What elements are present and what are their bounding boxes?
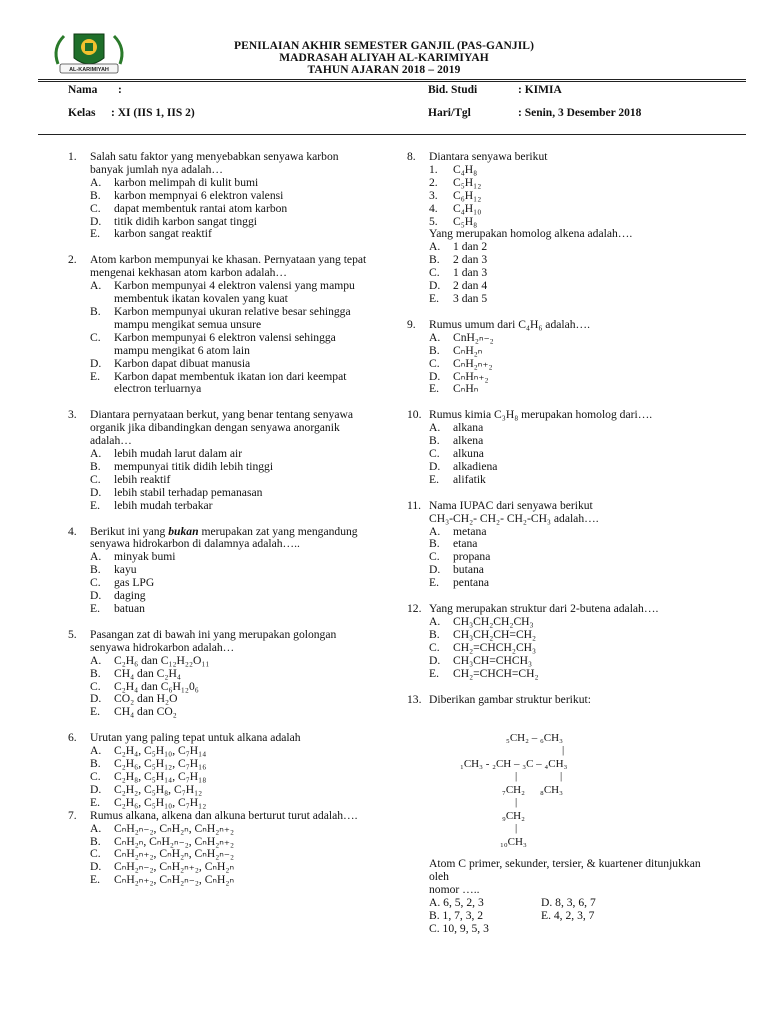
question-5: 5. Pasangan zat di bawah ini yang merupakan golongan senyawa hidrokarbon adalah… A. C₂H₆ dan C₁₂H₂₂O₁₁ B. CH₄ dan C₂H₄ C. C₂H₄ dan C₆H₁₂0₆ D. CO₂ dan H₂O E. CH₄ dan CO₂ <box>68 629 368 719</box>
bid-studi-value: : KIMIA <box>518 84 562 96</box>
kelas-value: : XI (IIS 1, IIS 2) <box>111 107 195 119</box>
option-13d[interactable]: D. 8, 3, 6, 7 <box>541 895 596 909</box>
option-8e[interactable]: E. 3 dan 5 <box>429 291 488 305</box>
option-8b[interactable]: B. 2 dan 3 <box>429 253 488 267</box>
option-8d[interactable]: D. 2 dan 4 <box>429 279 488 293</box>
option-3b[interactable]: B. mempunyai titik didih lebih tinggi <box>90 459 274 473</box>
option-4e[interactable]: E. batuan <box>90 602 145 615</box>
structure-bond: | <box>562 744 565 756</box>
option-5e[interactable]: E. CH₄ dan CO₂ <box>90 705 177 719</box>
option-6b[interactable]: B. C₂H₆, C₅H₁₂, C₇H₁₆ <box>90 757 207 771</box>
question-10: 10. Rumus kimia C₃H₈ merupakan homolog dari…. A. alkana B. alkena C. alkuna D. alkadiena E. alifatik <box>407 409 707 486</box>
option-5b[interactable]: B. CH₄ dan C₂H₄ <box>90 666 181 680</box>
question-13-answers: Atom C primer, sekunder, tersier, & kuartener ditunjukkan oleh nomor ….. A. 6, 5, 2, 3 D. 8, 3, 6, 7 B. 1, 7, 3, 2 E. 4, 2, 3, 7 C. 10, 9, 5, 3 <box>429 858 719 935</box>
header-divider-bottom <box>38 81 746 82</box>
option-9c[interactable]: C. CₙH₂ₙ₊₂ <box>429 356 493 370</box>
question-7: 7. Rumus alkana, alkena dan alkuna berturut turut adalah…. A. CₙH₂ₙ₋₂, CₙH₂ₙ, CₙH₂ₙ₊₂ B. CₙH₂ₙ, CₙH₂ₙ₋₂, CₙH₂ₙ₊₂ C. CₙH₂ₙ₊₂, CₙH₂ₙ, CₙH₂ₙ₋₂ D. CₙH₂ₙ₋₂, CₙH₂ₙ₊₂, CₙH₂ₙ E. CₙH₂ₙ₊₂, CₙH₂ₙ₋₂, CₙH₂ₙ <box>68 810 368 887</box>
question-6: 6. Urutan yang paling tepat untuk alkana adalah A. C₂H₄, C₅H₁₀, C₇H₁₄ B. C₂H₆, C₅H₁₂, C₇H₁₆ C. C₂H₈, C₅H₁₄, C₇H₁₈ D. C₂H₂, C₅H₈, C₇H₁₂ E. C₂H₆, C₅H₁₀, C₇H₁₂ <box>68 732 368 809</box>
option-11c[interactable]: C. propana <box>429 550 491 564</box>
logo-text: AL-KARIMIYAH <box>69 67 109 73</box>
question-12: 12. Yang merupakan struktur dari 2-butena adalah…. A. CH₃CH₂CH₂CH₃ B. CH₃CH₂CH=CH₂ C. CH₂=CHCH₂CH₃ D. CH₃CH=CHCH₃ E. CH₂=CHCH=CH₂ <box>407 603 707 680</box>
question-9: 9. Rumus umum dari C₄H₆ adalah…. A. CnH₂ₙ₋₂ B. CₙH₂ₙ C. CₙH₂ₙ₊₂ D. CₙHₙ₊₂ E. CₙHₙ <box>407 319 707 396</box>
structure-bond: | <box>515 770 518 782</box>
structure-bond: | <box>515 822 518 834</box>
option-7d[interactable]: D. CₙH₂ₙ₋₂, CₙH₂ₙ₊₂, CₙH₂ₙ <box>90 860 235 874</box>
compound-5: 5. C₅H₈ <box>429 214 478 228</box>
option-6c[interactable]: C. C₂H₈, C₅H₁₄, C₇H₁₈ <box>90 769 207 783</box>
option-4b[interactable]: B. kayu <box>90 563 137 577</box>
question-8: 8. Diantara senyawa berikut 1. C₄H₈ 2. C₅H₁₂ 3. C₆H₁₂ 4. C₄H₁₀ 5. C₅H₈ Yang merupakan homolog alkena adalah…. A. 1 dan 2 B. 2 dan 3 C. 1 dan 3 D. 2 dan 4 E. 3 dan 5 <box>407 151 707 306</box>
option-12c[interactable]: C. CH₂=CHCH₂CH₃ <box>429 640 537 654</box>
option-7a[interactable]: A. CₙH₂ₙ₋₂, CₙH₂ₙ, CₙH₂ₙ₊₂ <box>90 821 235 835</box>
option-10a[interactable]: A. alkana <box>429 421 484 435</box>
option-3c[interactable]: C. lebih reaktif <box>90 472 171 486</box>
option-13e[interactable]: E. 4, 2, 3, 7 <box>541 908 595 922</box>
structure-bond: | <box>560 770 563 782</box>
option-5a[interactable]: A. C₂H₆ dan C₁₂H₂₂O₁₁ <box>90 653 210 667</box>
question-1: 1. Salah satu faktor yang menyebabkan senyawa karbon banyak jumlah nya adalah… A. karbon melimpah di kulit bumi B. karbon mempnyai 6 elektron valensi C. dapat membentuk rantai atom karbon D. titik didih karbon sangat tinggi E. karbon sangat reaktif <box>68 151 368 241</box>
option-4d[interactable]: D. daging <box>90 589 146 603</box>
option-11b[interactable]: B. etana <box>429 537 478 551</box>
exam-title: PENILAIAN AKHIR SEMESTER GANJIL (PAS-GANJIL) <box>233 40 535 52</box>
option-1b[interactable]: B. karbon mempnyai 6 elektron valensi <box>90 188 284 202</box>
option-11e[interactable]: E. pentana <box>429 576 490 590</box>
hari-tgl-label: Hari/Tgl <box>428 107 471 119</box>
option-2b[interactable]: B. Karbon mempunyai ukuran relative besar sehingga mampu mengikat semua unsure <box>90 304 351 331</box>
option-10b[interactable]: B. alkena <box>429 434 484 448</box>
option-3e[interactable]: E. lebih mudah terbakar <box>90 498 213 512</box>
question-2: 2. Atom karbon mempunyai ke khasan. Pernyataan yang tepat mengenai kekhasan atom karbon adalah… A. Karbon mempunyai 4 elektron valensi yang mampu membentuk ikatan kovalen yang kuat B. Karbon mempunyai ukuran relative besar sehingga mampu mengikat semua unsure C. Karbon mempunyai 6 elektron valensi sehingga mampu mengikat 6 atom lain D. Karbon dapat dibuat manusia E. Karbon dapat membentuk ikatan ion dari keempat electron terluarnya <box>68 253 367 396</box>
option-8a[interactable]: A. 1 dan 2 <box>429 240 488 254</box>
question-3: 3. Diantara pernyataan berkut, yang benar tentang senyawa organik jika dibandingkan dengan senyawa anorganik adalah… A. lebih mudah larut dalam air B. mempunyai titik didih lebih tinggi C. lebih reaktif D. lebih stabil terhadap pemanasan E. lebih mudah terbakar <box>68 409 368 512</box>
option-7c[interactable]: C. CₙH₂ₙ₊₂, CₙH₂ₙ, CₙH₂ₙ₋₂ <box>90 847 235 861</box>
option-12d[interactable]: D. CH₃CH=CHCH₃ <box>429 653 533 667</box>
structure-top-branch: ₅CH₂ – ₆CH₃ <box>506 732 563 744</box>
question-11: 11. Nama IUPAC dari senyawa berikut CH₃-CH₂- CH₂- CH₂-CH₃ adalah…. A. metana B. etana C. propana D. butana E. pentana <box>407 500 707 590</box>
nama-field[interactable]: : <box>118 84 122 96</box>
structure-bond: | <box>515 796 518 808</box>
option-10d[interactable]: D. alkadiena <box>429 459 498 473</box>
compound-2: 2. C₅H₁₂ <box>429 175 482 189</box>
option-13c[interactable]: C. 10, 9, 5, 3 <box>429 921 489 935</box>
option-2d[interactable]: D. Karbon dapat dibuat manusia <box>90 356 251 370</box>
compound-1: 1. C₄H₈ <box>429 162 478 176</box>
option-10c[interactable]: C. alkuna <box>429 447 484 461</box>
option-11a[interactable]: A. metana <box>429 524 487 538</box>
option-9e[interactable]: E. CₙHₙ <box>429 382 479 396</box>
question-13: 13. Diberikan gambar struktur berikut: <box>407 692 591 706</box>
hari-tgl-value: : Senin, 3 Desember 2018 <box>518 107 642 119</box>
option-9b[interactable]: B. CₙH₂ₙ <box>429 343 483 357</box>
option-12b[interactable]: B. CH₃CH₂CH=CH₂ <box>429 627 537 641</box>
structure-c10: ₁₀CH₃ <box>500 836 527 848</box>
bid-studi-label: Bid. Studi <box>428 84 478 96</box>
option-13a[interactable]: A. 6, 5, 2, 3 <box>429 895 484 909</box>
option-2a[interactable]: A. Karbon mempunyai 4 elektron valensi yang mampu membentuk ikatan kovalen yang kuat <box>90 279 355 306</box>
option-3d[interactable]: D. lebih stabil terhadap pemanasan <box>90 485 263 499</box>
left-column <box>68 151 368 887</box>
option-13b[interactable]: B. 1, 7, 3, 2 <box>429 908 484 922</box>
option-2c[interactable]: C. Karbon mempunyai 6 elektron valensi sehingga mampu mengikat 6 atom lain <box>90 330 336 357</box>
option-6d[interactable]: D. C₂H₂, C₅H₈, C₇H₁₂ <box>90 782 203 796</box>
option-12a[interactable]: A. CH₃CH₂CH₂CH₃ <box>429 615 534 628</box>
option-5c[interactable]: C. C₂H₄ dan C₆H₁₂0₆ <box>90 679 199 693</box>
option-10e[interactable]: E. alifatik <box>429 472 486 486</box>
option-3a[interactable]: A. lebih mudah larut dalam air <box>90 447 243 461</box>
option-6e[interactable]: E. C₂H₆, C₅H₁₀, C₇H₁₂ <box>90 795 207 809</box>
academic-year: TAHUN AJARAN 2018 – 2019 <box>307 64 461 76</box>
option-12e[interactable]: E. CH₂=CHCH=CH₂ <box>429 666 539 680</box>
option-1d[interactable]: D. titik didih karbon sangat tinggi <box>90 214 257 228</box>
structure-c9: ₉CH₂ <box>502 810 525 822</box>
option-5d[interactable]: D. CO₂ dan H₂O <box>90 692 178 706</box>
option-1e[interactable]: E. karbon sangat reaktif <box>90 227 212 241</box>
emphasis-bukan: bukan <box>168 524 199 538</box>
option-7b[interactable]: B. CₙH₂ₙ, CₙH₂ₙ₋₂, CₙH₂ₙ₊₂ <box>90 834 235 848</box>
option-7e[interactable]: E. CₙH₂ₙ₊₂, CₙH₂ₙ₋₂, CₙH₂ₙ <box>90 873 235 887</box>
option-9a[interactable]: A. CnH₂ₙ₋₂ <box>429 330 494 344</box>
info-divider <box>38 134 746 135</box>
option-4c[interactable]: C. gas LPG <box>90 576 155 590</box>
compound-4: 4. C₄H₁₀ <box>429 201 482 215</box>
option-9d[interactable]: D. CₙHₙ₊₂ <box>429 369 489 383</box>
option-6a[interactable]: A. C₂H₄, C₅H₁₀, C₇H₁₄ <box>90 744 207 758</box>
structure-main-chain: ₁CH₃ - ₂CH – ₃C – ₄CH₃ <box>460 758 568 770</box>
right-column <box>407 151 707 706</box>
compound-3: 3. C₆H₁₂ <box>429 188 482 202</box>
option-8c[interactable]: C. 1 dan 3 <box>429 266 488 280</box>
option-11d[interactable]: D. butana <box>429 563 484 577</box>
header-divider-top <box>38 79 746 80</box>
structure-c7: ₇CH₂ <box>502 784 525 796</box>
option-1c[interactable]: C. dapat membentuk rantai atom karbon <box>90 201 288 215</box>
structure-c8: ₈CH₃ <box>540 784 563 796</box>
option-2e[interactable]: E. Karbon dapat membentuk ikatan ion dari keempat electron terluarnya <box>90 369 347 396</box>
school-name: MADRASAH ALIYAH AL-KARIMIYAH <box>279 52 489 64</box>
nama-label: Nama <box>68 84 98 96</box>
carbon-structure-diagram <box>460 732 610 850</box>
option-4a[interactable]: A. minyak bumi <box>90 550 176 564</box>
option-1a[interactable]: A. karbon melimpah di kulit bumi <box>90 175 259 189</box>
question-4: 4. Berikut ini yang bukan merupakan zat yang mengandung senyawa hidrokarbon di dalamnya adalah….. A. minyak bumi B. kayu C. gas LPG D. daging E. batuan <box>68 526 368 616</box>
kelas-label: Kelas <box>68 107 96 119</box>
